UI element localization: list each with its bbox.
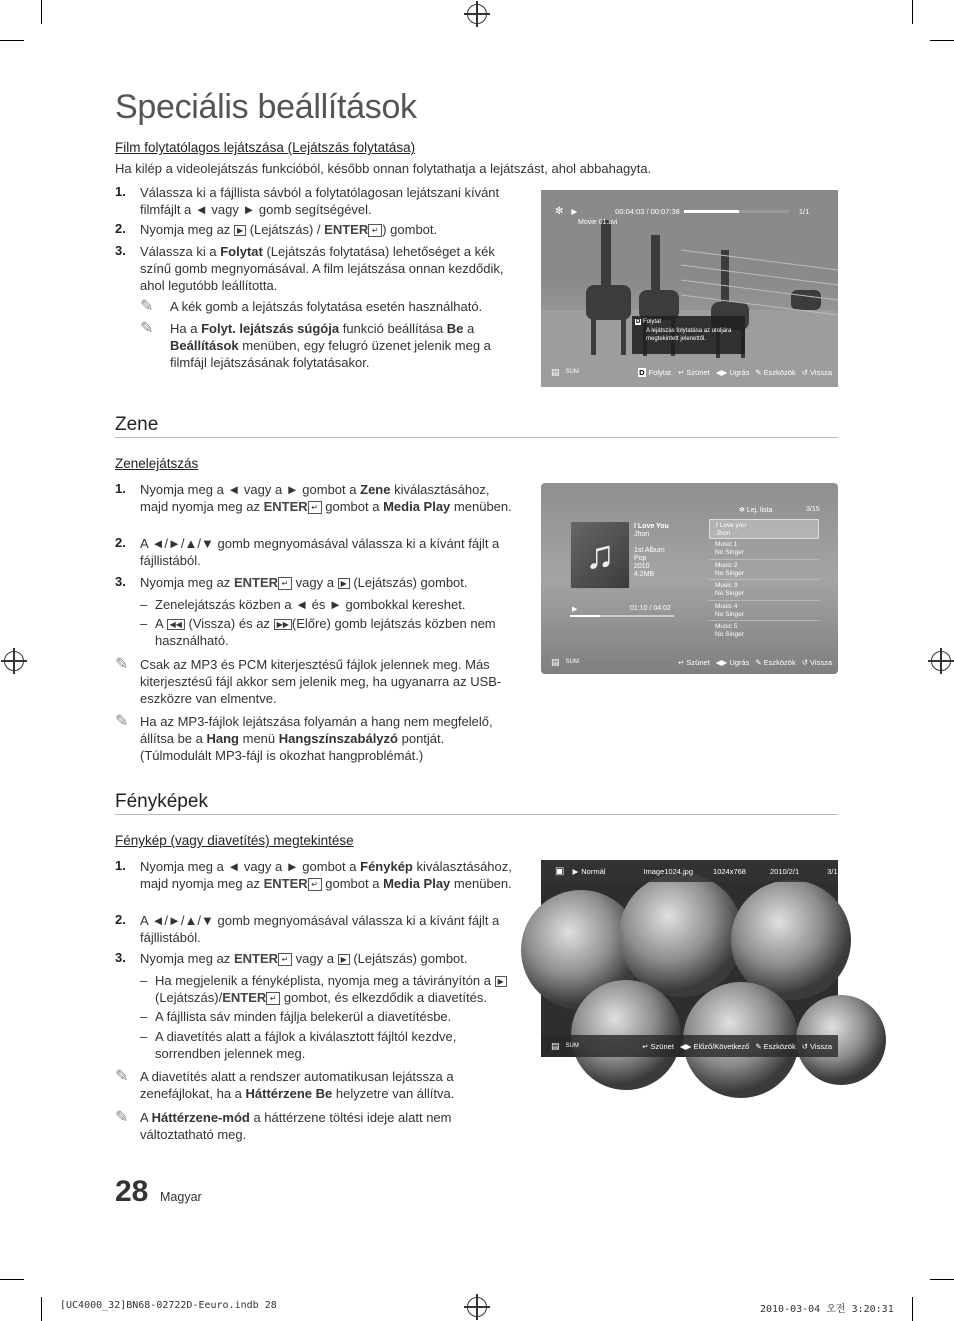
music-dash-2 (155, 615, 500, 649)
photo-step-3 (140, 950, 510, 967)
song-album: 1st Album (634, 547, 665, 554)
progress-fill (570, 615, 600, 617)
play-indicator-icon: ▶ (572, 866, 579, 876)
music-note-icon: ♫ (585, 533, 615, 577)
play-icon: ▶ (338, 954, 350, 965)
tools-button[interactable]: Eszközök (763, 657, 796, 667)
jump-button[interactable]: Ugrás (729, 657, 750, 667)
film-step-3 (140, 243, 505, 294)
track-singer: No Singer (715, 590, 744, 597)
song-year: 2010 (634, 563, 650, 570)
text: Nyomja meg az (140, 951, 231, 966)
apples-image (541, 860, 838, 1057)
registration-mark-icon (4, 651, 24, 671)
pause-button[interactable]: Szünet (650, 1041, 674, 1051)
crop-mark (912, 1297, 913, 1321)
popup-text: A lejátszás folytatása az utoljára megtekintett jelenettől. (646, 328, 732, 342)
registration-mark-icon (467, 1297, 487, 1317)
resume-popup (632, 316, 745, 354)
enter-icon: ↵ (278, 953, 292, 966)
step-number: 3. (115, 243, 126, 258)
photo-step-1 (140, 858, 512, 892)
file-count: 1/1 (798, 206, 810, 216)
tools-button[interactable]: Eszközök (763, 1041, 796, 1051)
bold-text: Media Play (383, 499, 451, 514)
note-icon: ✎ (115, 1109, 129, 1126)
list-item[interactable] (709, 621, 819, 642)
text: menü (242, 731, 276, 746)
text: gombot a (325, 499, 380, 514)
text: pontját. (Túlmodulált MP3-fájl is okozhat hangproblémát.) (140, 731, 445, 763)
resume-button[interactable]: Folytat (648, 367, 672, 377)
section-divider (115, 814, 838, 815)
note-icon: ✎ (115, 656, 129, 673)
film-intro: Ha kilép a videolejátszás funkcióból, később onnan folytathatja a lejátszást, ahol abbahagyta. (115, 161, 652, 176)
step-number: 2. (115, 535, 126, 550)
photo-note-1 (140, 1068, 480, 1102)
enter-icon: ↵ (678, 367, 685, 377)
progress-fill (684, 210, 740, 213)
play-icon: ▶ (495, 976, 507, 987)
music-dash-1: Zenelejátszás közben a ◄ és ► gombokkal kereshet. (155, 597, 466, 612)
image-filename: Image1024.jpg (643, 866, 694, 876)
film-step-2 (140, 221, 510, 238)
page-number: 28 (115, 1175, 149, 1208)
text: menüben. (453, 876, 512, 891)
playback-time: 00:04:03 / 00:07:38 (615, 206, 680, 216)
playlist-icon: ✻ (739, 507, 745, 514)
photo-icon: ▣ (555, 865, 565, 877)
text: (Vissza) és az (188, 616, 270, 631)
slideshow-mode: Normál (581, 866, 606, 876)
filename: Movie 01.avi (578, 219, 618, 226)
music-note-1: Csak az MP3 és PCM kiterjesztésű fájlok jelennek meg. Más kiterjesztésű fájl akkor sem jelenik meg, ha ugyanarra az USB-eszközre van elmentve. (140, 657, 502, 706)
return-icon: ↺ (801, 1041, 809, 1051)
song-genre: Pop (634, 555, 647, 562)
enter-label: ENTER (233, 951, 278, 966)
text: kiválasztásához, majd nyomja meg az (140, 482, 490, 514)
text: A (155, 616, 163, 631)
bottom-bar (541, 1035, 838, 1057)
usb-icon: ▤ (551, 656, 560, 667)
track-singer: No Singer (715, 549, 744, 556)
popup-title: Folytat (643, 319, 662, 325)
step-number: 3. (115, 574, 126, 589)
enter-label: ENTER (263, 876, 308, 891)
text: Ha megjelenik a fényképlista, nyomja meg a távirányítón a (155, 973, 492, 988)
sum-label: SUM (565, 1043, 579, 1049)
enter-icon: ↵ (642, 1041, 649, 1051)
return-button[interactable]: Vissza (810, 657, 832, 667)
crop-mark (912, 0, 913, 24)
enter-icon: ↵ (308, 501, 322, 514)
song-title: I Love You (634, 523, 669, 530)
playlist (709, 519, 819, 642)
dash: – (140, 973, 148, 988)
crop-mark (0, 1279, 24, 1280)
text: Ha a (170, 321, 198, 336)
text: a háttérzene töltési ideje alatt nem változtatható meg. (140, 1110, 452, 1142)
note-icon: ✎ (140, 320, 154, 337)
text: menüben. (453, 499, 512, 514)
arrows-icon: ◀▶ (715, 367, 728, 377)
crop-mark (41, 1297, 42, 1321)
track-singer: No Singer (715, 631, 744, 638)
music-screen (541, 483, 838, 674)
crop-mark (930, 1279, 954, 1280)
list-item[interactable] (709, 539, 819, 560)
list-item[interactable] (709, 580, 819, 601)
enter-icon: ↵ (368, 224, 382, 237)
dash: – (140, 1029, 148, 1044)
enter-label: ENTER (222, 990, 267, 1005)
film-note-2 (170, 320, 505, 371)
step-number: 1. (115, 184, 126, 199)
bold-text: Zene (360, 482, 391, 497)
text: helyzetre van állítva. (335, 1086, 455, 1101)
tools-icon: ✎ (755, 367, 762, 377)
bold-text: Beállítások (170, 338, 239, 353)
usb-icon: ▤ (551, 366, 560, 377)
registration-mark-icon (467, 4, 487, 24)
text: a (467, 321, 475, 336)
song-artist: Jhon (634, 531, 650, 538)
music-note-2 (140, 713, 505, 764)
text: (Előre) gomb lejátszás közben nem használható. (155, 616, 496, 648)
bottom-bar (541, 361, 838, 383)
image-count: 3/15 (827, 866, 842, 876)
text: (Lejátszás) / (249, 222, 321, 237)
bottom-bar (541, 651, 838, 673)
step-number: 1. (115, 481, 126, 496)
tools-button[interactable]: Eszközök (763, 367, 796, 377)
film-step-1: Válassza ki a fájllista sávból a folytatólagosan lejátszani kívánt filmfájlt a ◄ vagy ► gomb segítségével. (140, 185, 500, 217)
text: A (140, 1110, 148, 1125)
bold-text: Hangszínszabályzó (278, 731, 398, 746)
photo-step-2: A ◄/►/▲/▼ gomb megnyomásával válassza ki a kívánt fájlt a fájllistából. (140, 913, 500, 945)
image-date: 2010/2/1 (769, 866, 800, 876)
note-icon: ✎ (115, 1068, 129, 1085)
sum-label: SUM (565, 659, 579, 665)
enter-icon: ↵ (278, 577, 292, 590)
enter-label: ENTER (263, 499, 308, 514)
note-icon: ✎ (115, 713, 129, 730)
page-title: Speciális beállítások (115, 88, 417, 126)
track-title: I Love you (716, 522, 746, 529)
track-singer: Jhon (716, 530, 731, 537)
music-step-3 (140, 574, 510, 591)
jump-button[interactable]: Ugrás (729, 367, 750, 377)
text: A diavetítés alatt a rendszer automatikusan lejátssza a zenefájlokat, ha a (140, 1069, 454, 1101)
photo-heading: Fénykép (vagy diavetítés) megtekintése (115, 833, 354, 848)
music-step-2: A ◄/►/▲/▼ gomb megnyomásával válassza ki a kívánt fájlt a fájllistából. (140, 536, 500, 568)
bold-text: Be (446, 321, 464, 336)
track-title: Music 1 (715, 541, 738, 548)
enter-icon: ↵ (678, 657, 685, 667)
dash: – (140, 616, 148, 631)
playlist-title: Lej. lista (746, 507, 773, 514)
top-bar (541, 860, 842, 882)
section-title-music: Zene (115, 414, 159, 435)
play-icon: ▶ (234, 225, 246, 236)
dash: – (140, 1009, 148, 1024)
text: (Lejátszás folytatása) lehetőséget a kék színű gomb megnyomásával. A film lejátszása onnan kezdődik, ahol legutóbb leállította. (140, 244, 504, 293)
note-icon: ✎ (140, 298, 154, 315)
photo-screen (541, 860, 842, 1057)
film-icon: ✻ (555, 205, 564, 217)
film-heading: Film folytatólagos lejátszása (Lejátszás folytatása) (115, 140, 416, 155)
text: Nyomja meg a ◄ vagy a ► gombot a (140, 859, 357, 874)
prev-next-button[interactable]: Előző/Következő (693, 1041, 750, 1051)
movie-screen (541, 190, 838, 387)
image-resolution: 1024x768 (713, 866, 746, 876)
photo-dash-3: A diavetítés alatt a fájlok a kiválasztott fájltól kezdve, sorrendben jelennek meg. (155, 1029, 457, 1061)
bold-text: Háttérzene Be (245, 1086, 333, 1101)
list-item[interactable] (709, 560, 819, 581)
arrows-icon: ◀▶ (715, 657, 728, 667)
tools-icon: ✎ (755, 657, 762, 667)
enter-icon: ↵ (266, 992, 280, 1005)
enter-label: ENTER (324, 222, 369, 237)
text: Ha az MP3-fájlok lejátszása folyamán a hang nem megfelelő, állítsa be a (140, 714, 493, 746)
bold-text: Media Play (383, 876, 451, 891)
track-singer: No Singer (715, 569, 744, 577)
progress-bar[interactable] (684, 210, 789, 213)
track-title: Music 4 (715, 602, 738, 610)
music-step-1 (140, 481, 512, 515)
return-button[interactable]: Vissza (810, 367, 832, 377)
text: kiválasztásához, majd nyomja meg az (140, 859, 512, 891)
footer-file: [UC4000_32]BN68-02722D-Eeuro.indb 28 (60, 1300, 277, 1311)
album-art (570, 521, 630, 589)
text: vagy a (295, 951, 334, 966)
return-icon: ↺ (801, 657, 809, 667)
page-language: Magyar (160, 1190, 202, 1204)
playback-time: 01:10 / 04:02 (630, 605, 671, 612)
pause-button[interactable]: Szünet (686, 657, 710, 667)
list-item[interactable] (709, 601, 819, 622)
track-title: Music 3 (715, 582, 738, 589)
sum-label: SUM (565, 369, 579, 375)
film-note-1: A kék gomb a lejátszás folytatása esetén használható. (170, 299, 483, 314)
d-button-icon: D (636, 319, 641, 325)
track-singer: No Singer (715, 610, 744, 618)
text: ) gombot. (382, 222, 438, 237)
section-divider (115, 437, 838, 438)
photo-dash-2: A fájllista sáv minden fájlja belekerül a diavetítésbe. (155, 1009, 452, 1024)
text: gombot, és elkezdődik a diavetítés. (283, 990, 487, 1005)
bold-text: Hang (206, 731, 239, 746)
usb-icon: ▤ (551, 1040, 560, 1051)
text: (Lejátszás) gombot. (353, 575, 468, 590)
return-button[interactable]: Vissza (810, 1041, 832, 1051)
text: Nyomja meg a ◄ vagy a ► gombot a (140, 482, 357, 497)
d-button-icon: D (639, 367, 645, 377)
crop-mark (41, 0, 42, 24)
bold-text: Fénykép (360, 859, 413, 874)
step-number: 2. (115, 912, 126, 927)
text: Nyomja meg az (140, 575, 231, 590)
list-item-selected[interactable] (709, 519, 819, 539)
text: menüben, egy felugró üzenet jelenik meg a filmfájl lejátszásának folytatásakor. (170, 338, 491, 370)
rewind-icon: ◀◀ (167, 619, 185, 630)
track-title: Music 5 (715, 623, 738, 630)
music-heading: Zenelejátszás (115, 456, 199, 471)
crop-mark (0, 40, 24, 41)
section-title-photos: Fényképek (115, 791, 208, 812)
return-icon: ↺ (801, 367, 809, 377)
photo-dash-1 (155, 972, 513, 1006)
text: (Lejátszás) gombot. (353, 951, 468, 966)
text: Válassza ki a (140, 244, 217, 259)
step-number: 2. (115, 221, 126, 236)
text: (Lejátszás)/ (155, 990, 223, 1005)
track-title: Music 2 (715, 561, 738, 569)
text: gombot a (325, 876, 380, 891)
photo-note-2 (140, 1109, 480, 1143)
step-number: 3. (115, 950, 126, 965)
playlist-label (739, 506, 773, 514)
track-count: 3/15 (806, 506, 820, 513)
text: funkció beállítása (342, 321, 444, 336)
bold-text: Folytat (220, 244, 263, 259)
progress-bar[interactable] (570, 615, 674, 617)
play-icon: ▶ (338, 578, 350, 589)
forward-icon: ▶▶ (274, 619, 292, 630)
enter-icon: ↵ (308, 878, 322, 891)
song-info (634, 523, 669, 579)
play-indicator-icon: ▶ (572, 606, 578, 613)
text: Nyomja meg az (140, 222, 231, 237)
bold-text: Háttérzene-mód (151, 1110, 250, 1125)
pause-button[interactable]: Szünet (686, 367, 710, 377)
enter-label: ENTER (233, 575, 278, 590)
text: vagy a (295, 575, 334, 590)
bold-text: Folyt. lejátszás súgója (201, 321, 340, 336)
registration-mark-icon (931, 651, 951, 671)
song-size: 4.2MB (634, 571, 655, 578)
step-number: 1. (115, 858, 126, 873)
footer-date: 2010-03-04 오전 3:20:31 (760, 1304, 894, 1315)
dash: – (140, 597, 148, 612)
crop-mark (930, 40, 954, 41)
tools-icon: ✎ (755, 1041, 762, 1051)
arrows-icon: ◀▶ (679, 1041, 692, 1051)
play-indicator-icon: ▶ (571, 206, 578, 216)
